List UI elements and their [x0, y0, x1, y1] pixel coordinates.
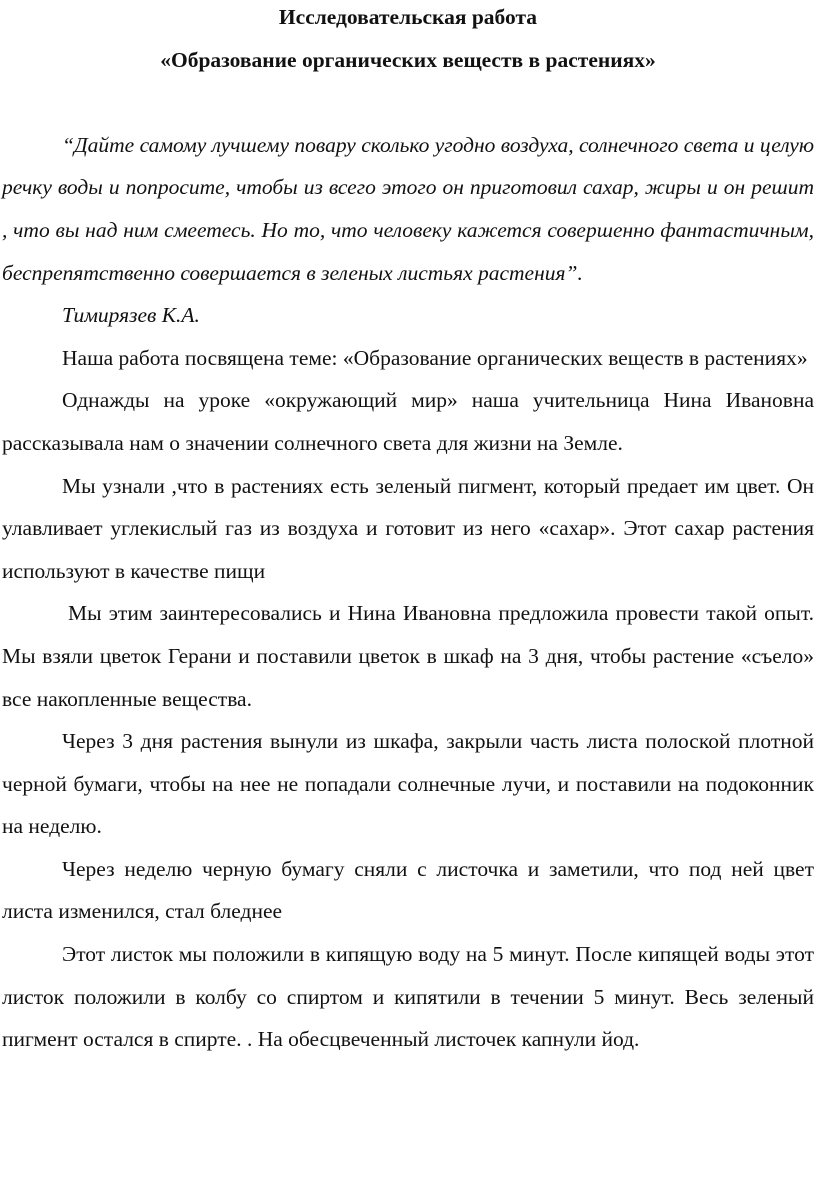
- epigraph-quote: “Дайте самому лучшему повару сколько угодно воздуха, солнечного света и целую речку воды и попросите, чтобы из всего этого он приготовил сахар, жиры и он решит , что вы над ним смеетесь. Но то, что человеку кажется совершенно фантастичным, беспрепятственно совершается в зеленых листьях растения”.: [2, 132, 814, 285]
- document-title-line2: «Образование органических веществ в растениях»: [160, 47, 656, 72]
- paragraph-black-paper: Через 3 дня растения вынули из шкафа, закрыли часть листа полоской плотной черной бумаги, чтобы на нее не попадали солнечные лучи, и поставили на подоконник на неделю.: [2, 729, 814, 839]
- paragraph-topic: Наша работа посвящена теме: «Образование органических веществ в растениях»: [62, 345, 808, 370]
- paragraph-result: Через неделю черную бумагу сняли с листочка и заметили, что под ней цвет листа изменился, стал бледнее: [2, 856, 814, 924]
- paragraph-experiment: Мы этим заинтересовались и Нина Ивановна предложила провести такой опыт. Мы взяли цветок Герани и поставили цветок в шкаф на 3 дня, чтобы растение «съело» все накопленные вещества.: [2, 601, 814, 711]
- paragraph-pigment: Мы узнали ,что в растениях есть зеленый пигмент, который предает им цвет. Он улавливает углекислый газ из воздуха и готовит из него «сахар». Этот сахар растения используют в качестве пищи: [2, 473, 814, 583]
- blank-line: [2, 81, 814, 124]
- epigraph-author: Тимирязев К.А.: [62, 303, 200, 328]
- paragraph-boiling: Этот листок мы положили в кипящую воду на 5 минут. После кипящей воды этот листок положили в колбу со спиртом и кипятили в течении 5 минут. Весь зеленый пигмент остался в спирте. . На обесцвеченный листочек капнули йод.: [2, 942, 814, 1052]
- paragraph-lesson: Однажды на уроке «окружающий мир» наша учительница Нина Ивановна рассказывала нам о значении солнечного света для жизни на Земле.: [2, 388, 814, 455]
- document-title-line1: Исследовательская работа: [278, 5, 538, 29]
